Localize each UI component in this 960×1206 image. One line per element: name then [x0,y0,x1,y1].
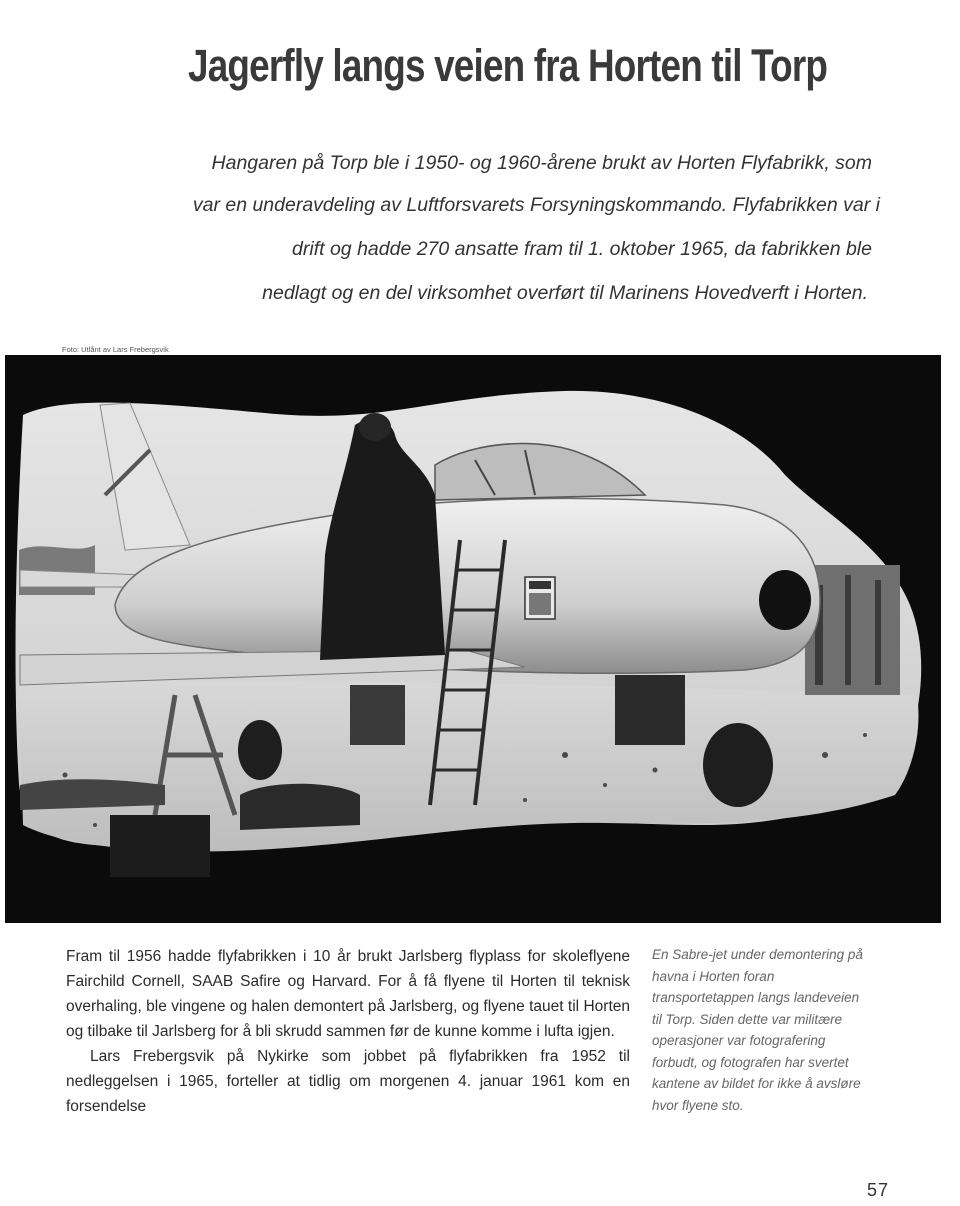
intro-line: Hangaren på Torp ble i 1950- og 1960-årene brukt av Horten Flyfabrikk, som [211,152,872,174]
sabre-jet-photo [5,355,941,923]
intro-line: drift og hadde 270 ansatte fram til 1. oktober 1965, da fabrikken ble [292,238,872,260]
photo-credit: Foto: Utlånt av Lars Frebergsvik [62,345,169,354]
page-title: Jagerfly langs veien fra Horten til Torp [188,40,828,91]
photo-caption: En Sabre-jet under demontering på havna i Horten foran transportetappen langs landeveien til Torp. Siden dette var militære operasjoner var fotografering forbudt, og fotografen har svertet kantene av bildet for ikke å avsløre hvor flyene sto. [652,947,863,1113]
body-paragraph: Fram til 1956 hadde flyfabrikken i 10 år brukt Jarlsberg flyplass for skoleflyene Fairchild Cornell, SAAB Safire og Harvard. For å få flyene til Horten til teknisk overhaling, ble vingene og halen demontert på Jarlsberg, og flyene tauet til Horten og tilbake til Jarlsberg for å bli skrudd sammen før de kunne komme i lufta igjen. [66,948,630,1040]
body-paragraph: Lars Frebergsvik på Nykirke som jobbet på flyfabrikken fra 1952 til nedleggelsen i 1965, forteller at tidlig om morgenen 4. januar 1961 kom en forsendelse [66,1048,630,1115]
intro-line: nedlagt og en del virksomhet overført til Marinens Hovedverft i Horten. [262,282,868,304]
page-number: 57 [867,1180,890,1200]
photo [5,355,941,923]
intro-line: var en underavdeling av Luftforsvarets Forsyningskommando. Flyfabrikken var i [192,194,880,216]
body-text [66,944,630,1119]
